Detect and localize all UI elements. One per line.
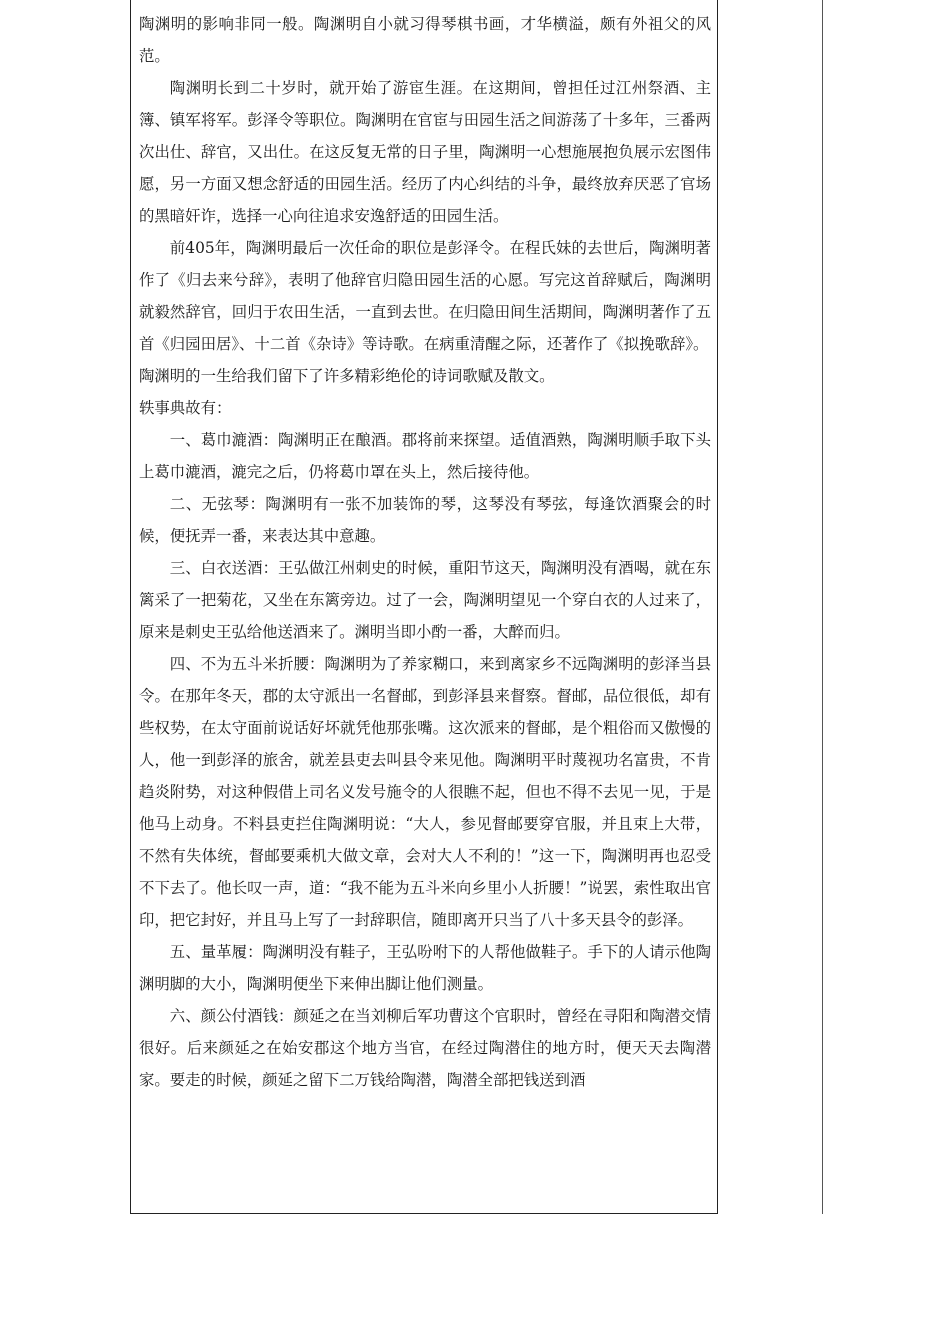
paragraph-official-career: 陶渊明长到二十岁时，就开始了游宦生涯。在这期间，曾担任过江州祭酒、主簿、镇军将军。彭泽令等职位。陶渊明在官宦与田园生活之间游荡了十多年，三番两次出仕、辞官，又出仕。在这反复无常的日子里，陶渊明一心想施展抱负展示宏图伟愿，另一方面又想念舒适的田园生活。经历了内心纠结的斗争，最终放弃厌恶了官场的黑暗奸诈，选择一心向往追求安逸舒适的田园生活。 <box>139 79 711 225</box>
anecdote-3: 三、白衣送酒：王弘做江州刺史的时候，重阳节这天，陶渊明没有酒喝，就在东篱采了一把菊花，又坐在东篱旁边。过了一会，陶渊明望见一个穿白衣的人过来了，原来是刺史王弘给他送酒来了。渊明当即小酌一番，大醉而归。 <box>139 559 711 641</box>
anecdote-1: 一、葛巾漉酒：陶渊明正在酿酒。郡将前来探望。适值酒熟，陶渊明顺手取下头上葛巾漉酒，漉完之后，仍将葛巾罩在头上，然后接待他。 <box>139 431 711 481</box>
anecdote-2: 二、无弦琴：陶渊明有一张不加装饰的琴，这琴没有琴弦，每逢饮酒聚会的时候，便抚弄一番，来表达其中意趣。 <box>139 495 711 545</box>
adjacent-column-border <box>822 0 823 1214</box>
paragraph-legacy: 陶渊明的一生给我们留下了许多精彩绝伦的诗词歌赋及散文。 <box>139 367 555 385</box>
anecdote-4: 四、不为五斗米折腰：陶渊明为了养家糊口，来到离家乡不远陶渊明的彭泽当县令。在那年冬天，郡的太守派出一名督邮，到彭泽县来督察。督邮，品位很低，却有些权势，在太守面前说话好坏就凭他那张嘴。这次派来的督邮，是个粗俗而又傲慢的人，他一到彭泽的旅舍，就差县吏去叫县令来见他。陶渊明平时蔑视功名富贵，不肯趋炎附势，对这种假借上司名义发号施令的人很瞧不起，但也不得不去见一见，于是他马上动身。不料县吏拦住陶渊明说：“大人，参见督邮要穿官服，并且束上大带，不然有失体统，督邮要乘机大做文章，会对大人不利的！”这一下，陶渊明再也忍受不下去了。他长叹一声，道：“我不能为五斗米向乡里小人折腰！”说罢，索性取出官印，把它封好，并且马上写了一封辞职信，随即离开只当了八十多天县令的彭泽。 <box>139 655 711 929</box>
paragraph-retirement: 前405年，陶渊明最后一次任命的职位是彭泽令。在程氏妹的去世后，陶渊明著作了《归去来兮辞》，表明了他辞官归隐田园生活的心愿。写完这首辞赋后，陶渊明就毅然辞官，回归于农田生活，一直到去世。在归隐田间生活期间，陶渊明著作了五首《归园田居》、十二首《杂诗》等诗歌。在病重清醒之际，还著作了《拟挽歌辞》。 <box>139 239 711 353</box>
paragraph-intro-end: 陶渊明的影响非同一般。陶渊明自小就习得琴棋书画，才华横溢，颇有外祖父的风范。 <box>139 15 711 65</box>
anecdote-5: 五、量革履：陶渊明没有鞋子，王弘吩咐下的人帮他做鞋子。手下的人请示他陶渊明脚的大小，陶渊明便坐下来伸出脚让他们测量。 <box>139 943 711 993</box>
anecdote-6: 六、颜公付酒钱：颜延之在当刘柳后军功曹这个官职时，曾经在寻阳和陶潜交情很好。后来颜延之在始安郡这个地方当官，在经过陶潜住的地方时，便天天去陶潜家。要走的时候，颜延之留下二万钱给陶潜，陶潜全部把钱送到酒 <box>139 1007 711 1089</box>
anecdotes-heading: 轶事典故有： <box>139 399 232 417</box>
document-body <box>139 8 711 1096</box>
